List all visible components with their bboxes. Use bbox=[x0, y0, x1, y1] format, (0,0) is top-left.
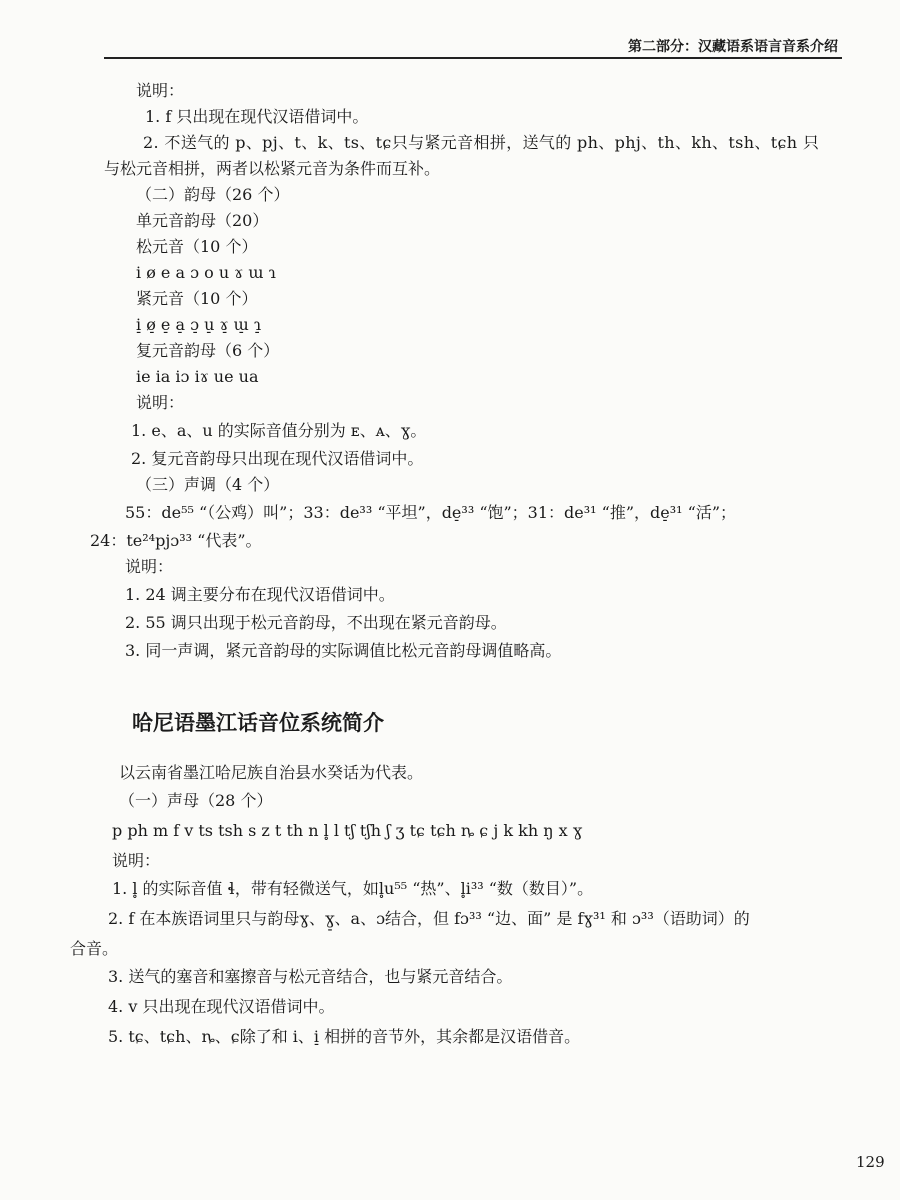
running-header: 第二部分：汉藏语系语言音系介绍 bbox=[628, 39, 838, 55]
text-line: 24：te²⁴pjɔ³³ “代表”。 bbox=[90, 531, 262, 550]
text-line: 说明： bbox=[112, 851, 161, 870]
text-line: 4. v 只出现在现代汉语借词中。 bbox=[108, 997, 335, 1016]
text-line: ie ia iɔ iɤ ue ua bbox=[136, 367, 259, 386]
text-line: 说明： bbox=[136, 81, 185, 100]
text-line: 1. 24 调主要分布在现代汉语借词中。 bbox=[125, 585, 395, 604]
header-rule bbox=[104, 57, 842, 59]
text-line: 与松元音相拼，两者以松紧元音为条件而互补。 bbox=[104, 159, 441, 178]
page-number: 129 bbox=[856, 1153, 885, 1171]
text-line: 3. 同一声调，紧元音韵母的实际调值比松元音韵母调值略高。 bbox=[125, 641, 562, 660]
text-line: 单元音韵母（20） bbox=[136, 211, 269, 230]
text-line: 紧元音（10 个） bbox=[136, 289, 258, 308]
text-line: 1. f 只出现在现代汉语借词中。 bbox=[145, 107, 369, 126]
text-line: 2. f 在本族语词里只与韵母ɣ、ɣ̠、a、ɔ结合，但 fɔ³³ “边、面” 是 fɣ³¹ 和 ɔ³³（语助词）的 bbox=[108, 909, 750, 928]
text-line: i̠ ø̠ e̠ a̠ ɔ̠ u̠ ɤ̠ ɯ̠ ɿ̠ bbox=[136, 315, 262, 334]
text-line: i ø e a ɔ o u ɤ ɯ ɿ bbox=[136, 263, 276, 282]
text-line: （一）声母（28 个） bbox=[119, 791, 273, 810]
text-line: 5. tɕ、tɕh、ȵ、ɕ除了和 i、i̠ 相拼的音节外，其余都是汉语借音。 bbox=[108, 1027, 581, 1046]
text-line: 说明： bbox=[136, 393, 185, 412]
text-line: 55：de⁵⁵ “（公鸡）叫”；33：de³³ “平坦”，de̠³³ “饱”；31：de³¹ “推”，de̠³¹ “活”； bbox=[125, 503, 737, 522]
text-line: 1. e、a、u 的实际音值分别为 ᴇ、ᴀ、ɣ。 bbox=[131, 421, 427, 440]
text-line: 合音。 bbox=[70, 939, 119, 958]
text-line: （三）声调（4 个） bbox=[136, 475, 280, 494]
text-line: p ph m f v ts tsh s z t th n l̥ l tʃ tʃh ʃ ʒ tɕ tɕh ȵ ɕ j k kh ŋ x ɣ bbox=[112, 821, 583, 840]
text-line: 以云南省墨江哈尼族自治县水癸话为代表。 bbox=[119, 763, 424, 782]
text-line: 2. 不送气的 p、pj、t、k、ts、tɕ只与紧元音相拼，送气的 ph、phj、th、kh、tsh、tɕh 只 bbox=[143, 133, 820, 152]
section-heading: 哈尼语墨江话音位系统简介 bbox=[132, 710, 384, 735]
text-line: 1. l̥ 的实际音值 ɬ，带有轻微送气，如l̥u⁵⁵ “热”、l̥i³³ “数（数目）”。 bbox=[112, 879, 594, 898]
text-line: 2. 复元音韵母只出现在现代汉语借词中。 bbox=[131, 449, 424, 468]
text-line: 复元音韵母（6 个） bbox=[136, 341, 280, 360]
text-line: 说明： bbox=[125, 557, 174, 576]
text-line: 3. 送气的塞音和塞擦音与松元音结合，也与紧元音结合。 bbox=[108, 967, 513, 986]
text-line: 松元音（10 个） bbox=[136, 237, 258, 256]
text-line: 2. 55 调只出现于松元音韵母，不出现在紧元音韵母。 bbox=[125, 613, 507, 632]
text-line: （二）韵母（26 个） bbox=[136, 185, 290, 204]
